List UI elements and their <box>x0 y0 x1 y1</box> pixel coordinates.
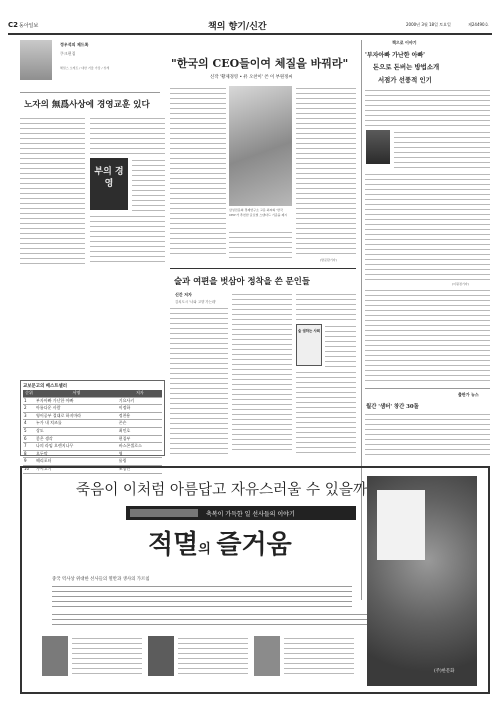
section-title: 책의 향기/신간 <box>208 22 267 32</box>
author-cell: 존슨 <box>118 420 162 428</box>
ad-box <box>20 466 490 694</box>
author-cell: 최인호 <box>118 427 162 435</box>
corner-headline: 월간 '샘터' 창간 30돌 <box>366 404 419 410</box>
paper-name: 동아일보 <box>19 23 39 29</box>
rank-cell: 1 <box>23 397 35 405</box>
table-row <box>23 450 162 458</box>
second-body-3 <box>296 292 356 320</box>
ad-book-cover <box>367 476 477 686</box>
column-header-author: 저자 <box>118 390 162 397</box>
masthead-rule <box>8 33 492 35</box>
lead-body-2 <box>229 230 292 260</box>
column-label: 정우석의 제드록 <box>60 42 89 47</box>
bestseller-box <box>20 380 165 471</box>
corner-body <box>365 412 490 458</box>
right-deck-1: 돈으로 돈버는 방법소개 <box>373 63 440 71</box>
corner-label: 출판가 뉴스 <box>458 392 479 397</box>
masthead <box>8 18 492 32</box>
right-byline: (이원정기자) <box>452 282 469 286</box>
lead-headline: "한국의 CEO들이여 체질을 바꿔라" <box>171 57 349 70</box>
column-byline: 쿠크편집 <box>60 51 76 56</box>
ad-title-small: 의 <box>198 542 211 557</box>
title-cell: 누가 내 치즈를 <box>35 420 118 428</box>
rank-cell: 6 <box>23 435 35 443</box>
column-body-left <box>20 116 85 264</box>
ad-banner-tag <box>130 509 198 517</box>
column-divider <box>20 92 160 93</box>
rank-cell: 3 <box>23 412 35 420</box>
right-body-beside-cover <box>394 130 490 170</box>
table-row <box>23 405 162 413</box>
ad-banner-text: 축복이 가득한 일 선사들의 이야기 <box>206 511 295 518</box>
title-cell: 상도 <box>35 427 118 435</box>
author-cell: 정찬용 <box>118 412 162 420</box>
ad-headline: 죽음이 이처럼 아름답고 자유스러울 수 있을까 <box>76 481 368 498</box>
author-cell: 바스콘셀로스 <box>118 443 162 451</box>
small-book-text <box>284 636 354 676</box>
lead-body-3 <box>296 86 356 258</box>
book-cover <box>90 158 128 210</box>
lead-photo-caption: 삼성전문의 경제연구소 고문 최씨의 '한국 CEO'가 추천한 글로벌 스탠다드 기준을 제시 <box>229 208 288 217</box>
author-cell: 편집부 <box>118 435 162 443</box>
title-cell: 해리포터 <box>35 458 118 466</box>
second-subhead: 신간 저자 <box>175 292 192 297</box>
column-header-title: 서명 <box>35 390 118 397</box>
lead-byline: (방문환기자) <box>320 258 337 262</box>
table-row <box>23 412 162 420</box>
right-body-1 <box>365 88 490 128</box>
small-book-text <box>72 636 142 676</box>
table-row <box>23 458 162 466</box>
rank-cell: 8 <box>23 450 35 458</box>
columnist-photo <box>20 40 52 80</box>
right-headline: '부자아빠 가난한 아빠' <box>365 52 426 59</box>
table-row <box>23 435 162 443</box>
second-body-2 <box>232 292 292 454</box>
author-cell: 이정하 <box>118 405 162 413</box>
ad-book-white-panel <box>377 490 425 560</box>
ad-publisher: (주)한문화 <box>434 669 455 674</box>
rank-cell: 9 <box>23 458 35 466</box>
title-cell: 부자아빠 가난한 아빠 <box>35 397 118 405</box>
second-book-cover <box>296 324 322 366</box>
right-label: 책으로 이야기 <box>392 40 417 45</box>
title-cell: 영어공부 절대로 하지마라 <box>35 412 118 420</box>
lead-photo <box>229 86 292 206</box>
title-cell: 좋은 생각 <box>35 435 118 443</box>
second-body-1 <box>170 306 228 454</box>
rank-cell: 4 <box>23 420 35 428</box>
table-row <box>23 427 162 435</box>
second-book-title: 술 권하는 사회 <box>298 329 321 333</box>
bestseller-rows <box>23 397 162 473</box>
author-cell: 영 <box>118 450 162 458</box>
small-book <box>254 636 280 676</box>
author-cell: 조창인 <box>118 465 162 473</box>
ad-banner <box>126 506 356 520</box>
column-body-bottom <box>90 214 165 264</box>
second-rule <box>170 268 356 269</box>
rank-cell: 2 <box>23 405 35 413</box>
column-header-rank: 순위 <box>23 390 35 397</box>
author-cell: 롤링 <box>118 458 162 466</box>
lead-body-1 <box>170 86 226 258</box>
ad-body-2 <box>52 612 372 628</box>
bestseller-table <box>23 390 162 474</box>
book-cover-title: 부의 경영 <box>94 167 124 189</box>
ad-title <box>148 524 292 561</box>
ad-body <box>52 584 352 608</box>
table-header-row <box>23 390 162 397</box>
second-body-4 <box>296 370 356 454</box>
right-body-3 <box>365 288 490 384</box>
table-row <box>23 397 162 405</box>
right-deck-2: 서점가 선풍적 인기 <box>378 76 432 84</box>
small-book <box>148 636 174 676</box>
second-subline: 김치도시 '너와 고향 가는데' <box>175 300 217 304</box>
column-body-beside-cover <box>132 158 165 213</box>
rank-cell: 5 <box>23 427 35 435</box>
columnist-box <box>20 40 160 90</box>
ad-title-part-2: 즐거움 <box>216 530 292 560</box>
lead-subhead: 신작 '황제경영 • 퓨 오찬이' 쓴 이 부원정씨 <box>210 75 293 80</box>
right-body-2 <box>365 172 490 280</box>
table-row <box>23 420 162 428</box>
small-book <box>42 636 68 676</box>
bestseller-title: 교보문고의 베스트셀러 <box>23 384 67 389</box>
page-number: C2 <box>8 21 19 29</box>
column-headline: 노자의 無爲사상에 경영교훈 있다 <box>24 100 150 110</box>
ad-title-part-1: 적멸 <box>148 530 199 560</box>
table-row <box>23 443 162 451</box>
title-cell: 오두막 <box>35 450 118 458</box>
issue-number: 제24490호 <box>468 22 489 27</box>
ad-blurb: 중국 역사상 위대한 선사들의 열반과 생사의 가르침 <box>52 577 150 582</box>
author-cell: 기요사키 <box>118 397 162 405</box>
small-book-text <box>178 636 248 676</box>
title-cell: 아름다운 사람 <box>35 405 118 413</box>
title-cell: 가시고기 <box>35 465 118 473</box>
column-body-right <box>90 116 165 156</box>
title-cell: 나의 라임 오렌지나무 <box>35 443 118 451</box>
right-book-cover <box>366 130 390 164</box>
ad-small-books <box>42 636 362 680</box>
column-subline: 해밀스 오케트 / 대한 거울 가장 / 상세 <box>60 66 110 70</box>
issue-date: 2000년 3월 18일 토요일 <box>406 22 451 27</box>
corner-divider <box>365 388 490 389</box>
rank-cell: 10 <box>23 465 35 473</box>
second-body-beside-cover <box>325 324 356 368</box>
second-headline: 술과 여편을 벗삼아 정착을 쓴 문인들 <box>174 276 310 286</box>
rank-cell: 7 <box>23 443 35 451</box>
